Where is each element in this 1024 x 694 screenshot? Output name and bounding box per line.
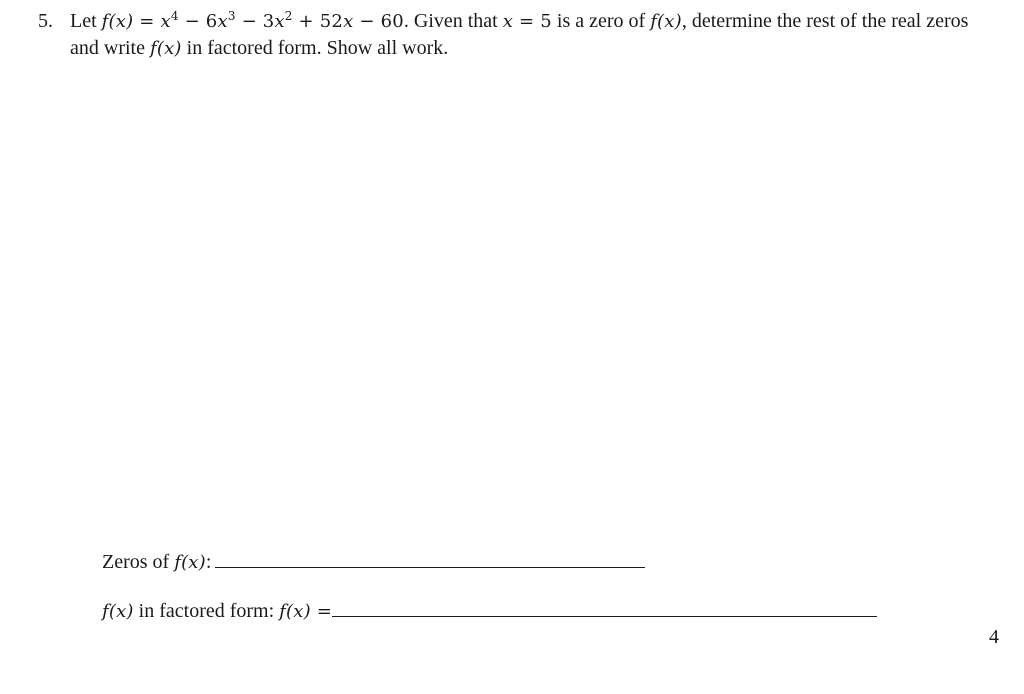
given-zero: x = 5 [502,11,552,32]
factored-form-label: in factored form: [133,600,280,622]
problem-5 [38,8,998,62]
intro-text: Let [70,10,102,32]
page-number: 4 [989,626,999,648]
equals-sign: = [133,11,161,32]
zeros-answer-line [102,549,645,576]
function-notation: f(x) [149,38,182,59]
problem-statement [70,8,998,62]
zeros-label-colon: : [205,551,212,573]
zero-of-text: is a zero of [551,10,651,32]
given-text: . Given that [403,10,503,32]
function-notation: f(x) [174,552,206,573]
instruction-text: , determine the rest of the real zeros and write [70,10,969,59]
function-notation: f(x) = [279,601,333,622]
function-notation: f(x) [102,601,134,622]
problem-number: 5. [38,10,53,32]
factored-form-answer-blank[interactable] [332,598,877,617]
function-notation: f(x) [101,11,134,32]
function-notation: f(x) [650,11,682,32]
zeros-answer-blank[interactable] [215,549,645,568]
zeros-label: Zeros of [102,551,175,573]
factored-form-answer-line [102,598,877,625]
instruction-text-end: in factored form. Show all work. [181,37,449,59]
polynomial-expression: $x^4 - 6x^3 - 3x^2 + 52x - 60$ [160,9,404,32]
